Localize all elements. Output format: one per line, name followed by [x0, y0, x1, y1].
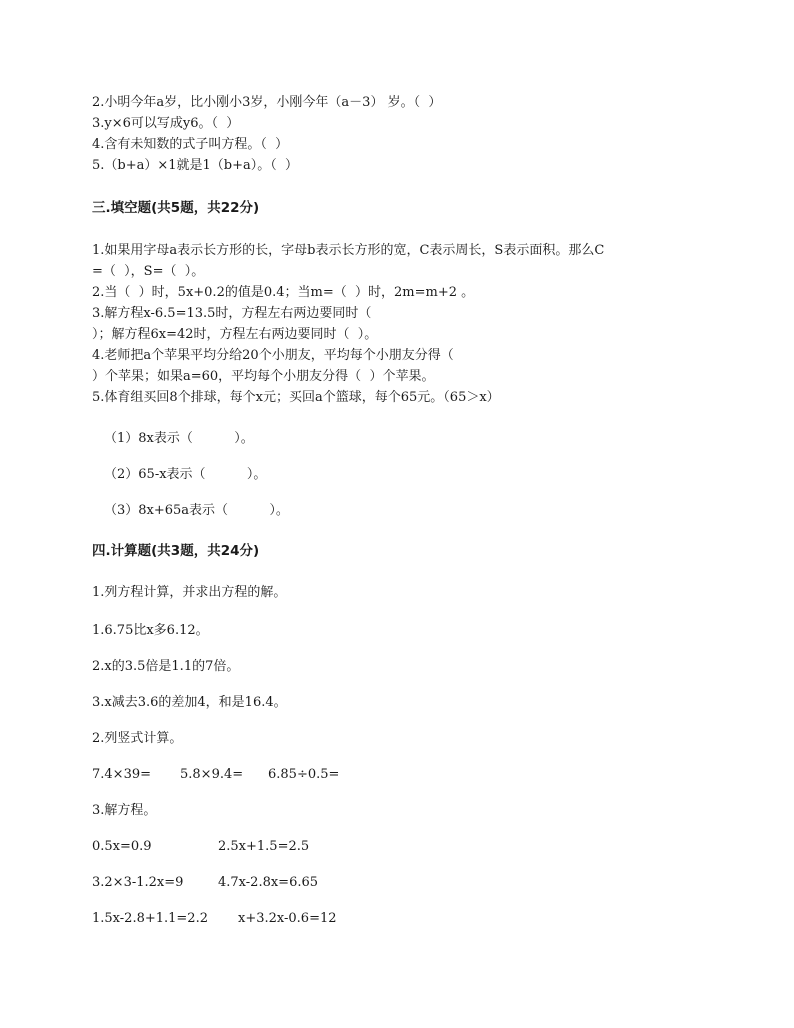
- fill-sub-1: （1）8x表示（ ）。: [104, 431, 254, 446]
- judge-item-3: 3.y×6可以写成y6。（ ）: [92, 116, 240, 131]
- calc-q1-item-1: 1.6.75比x多6.12。: [92, 623, 209, 638]
- calc-q2-item-3: 6.85÷0.5=: [268, 767, 340, 782]
- calc-q1: 1.列方程计算，并求出方程的解。: [92, 585, 287, 600]
- equation-1: 0.5x=0.9: [92, 839, 152, 854]
- equation-5: 1.5x-2.8+1.1=2.2: [92, 911, 208, 926]
- equation-4: 4.7x-2.8x=6.65: [218, 875, 319, 890]
- calc-q1-item-2: 2.x的3.5倍是1.1的7倍。: [92, 659, 240, 674]
- judge-questions: [92, 92, 441, 176]
- fill-sub-3: （3）8x+65a表示（ ）。: [104, 503, 289, 518]
- fill-sub-2: （2）65-x表示（ ）。: [104, 467, 267, 482]
- fill-line-1a: 1.如果用字母a表示长方形的长，字母b表示长方形的宽，C表示周长，S表示面积。那么C: [92, 243, 605, 258]
- fill-line-4a: 4.老师把a个苹果平均分给20个小朋友，平均每个小朋友分得（: [92, 348, 454, 363]
- judge-item-2: 2.小明今年a岁，比小刚小3岁，小刚今年（a－3） 岁。（ ）: [92, 95, 442, 110]
- section-4-title: 四.计算题(共3题，共24分): [92, 543, 260, 559]
- section-3-title: 三.填空题(共5题，共22分): [92, 200, 260, 216]
- calc-q3: 3.解方程。: [92, 803, 157, 818]
- calc-q2-row: [92, 764, 339, 785]
- calc-q2: 2.列竖式计算。: [92, 731, 183, 746]
- equation-2: 2.5x+1.5=2.5: [218, 839, 310, 854]
- equation-row-3: [92, 908, 337, 929]
- equation-3: 3.2×3-1.2x=9: [92, 875, 184, 890]
- calc-q2-item-2: 5.8×9.4=: [180, 767, 244, 782]
- equation-row-1: [92, 836, 309, 857]
- judge-item-5: 5.（b+a）×1就是1（b+a）。（ ）: [92, 158, 299, 173]
- fill-line-3b: ）；解方程6x=42时，方程左右两边要同时（ ）。: [92, 327, 378, 342]
- fill-line-5: 5.体育组买回8个排球，每个x元；买回a个篮球，每个65元。（65＞x）: [92, 390, 500, 405]
- fill-line-4b: ）个苹果；如果a=60，平均每个小朋友分得（ ）个苹果。: [92, 369, 435, 384]
- fill-blank-questions: [92, 240, 604, 408]
- calc-q2-item-1: 7.4×39=: [92, 767, 152, 782]
- calc-q1-item-3: 3.x减去3.6的差加4，和是16.4。: [92, 695, 287, 710]
- fill-line-2: 2.当（ ）时，5x+0.2的值是0.4；当m=（ ）时，2m=m+2 。: [92, 285, 475, 300]
- fill-line-3a: 3.解方程x-6.5=13.5时，方程左右两边要同时（: [92, 306, 372, 321]
- fill-line-1b: =（ ），S=（ ）。: [92, 264, 205, 279]
- equation-row-2: [92, 872, 318, 893]
- equation-6: x+3.2x-0.6=12: [238, 911, 337, 926]
- judge-item-4: 4.含有未知数的式子叫方程。（ ）: [92, 137, 289, 152]
